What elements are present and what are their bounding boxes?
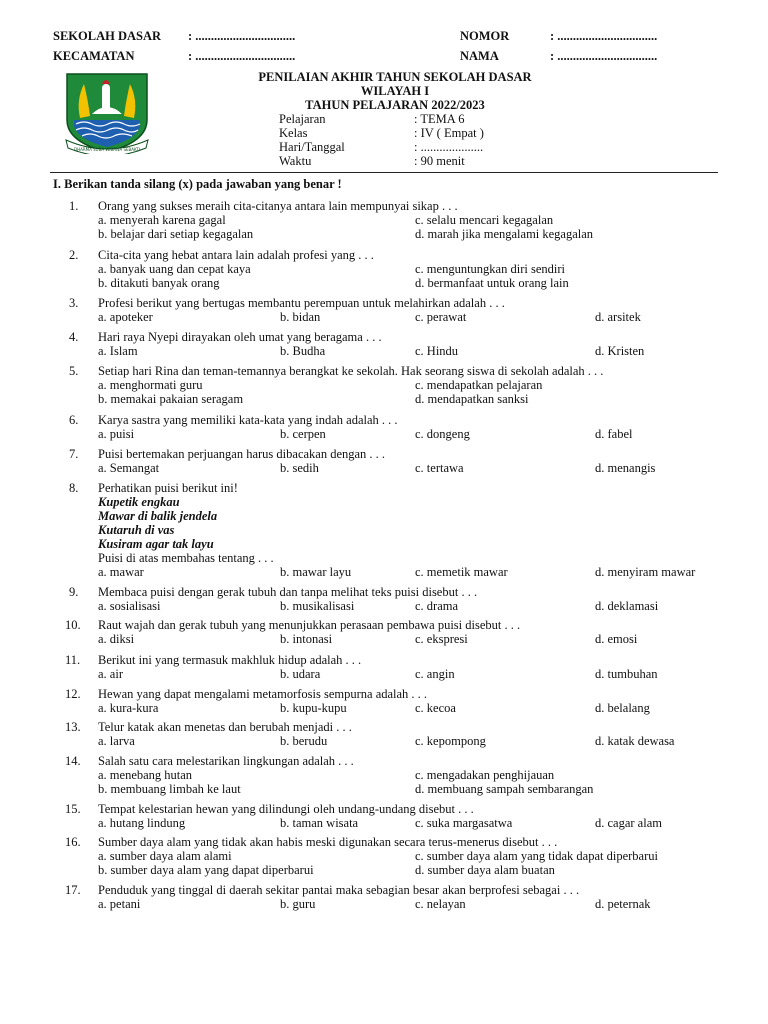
kecamatan-field[interactable]: : ................................	[188, 49, 296, 63]
option-d[interactable]: d. emosi	[595, 632, 638, 646]
question-text: Hari raya Nyepi dirayakan oleh umat yang beragama . . .	[98, 330, 382, 344]
question-text: Hewan yang dapat mengalami metamorfosis sempurna adalah . . .	[98, 687, 428, 701]
option-b[interactable]: b. Budha	[280, 344, 326, 358]
option-c[interactable]: c. Hindu	[415, 344, 459, 358]
kecamatan-label: KECAMATAN	[53, 49, 135, 63]
question-number: 14.	[65, 754, 81, 768]
question-number: 13.	[65, 720, 81, 734]
option-b[interactable]: b. ditakuti banyak orang	[98, 276, 220, 290]
info-value-pelajaran: : TEMA 6	[414, 112, 465, 126]
option-a[interactable]: a. apoteker	[98, 310, 153, 324]
option-d[interactable]: d. membuang sampah sembarangan	[415, 782, 594, 796]
question-number: 17.	[65, 883, 81, 897]
nomor-field[interactable]: : ................................	[550, 29, 658, 43]
option-b[interactable]: b. guru	[280, 897, 316, 911]
question-text: Sumber daya alam yang tidak akan habis meski digunakan secara terus-menerus disebut . . .	[98, 835, 558, 849]
question-number: 1.	[69, 199, 79, 213]
question-number: 4.	[69, 330, 79, 344]
question-number: 8.	[69, 481, 79, 495]
question-number: 10.	[65, 618, 81, 632]
option-a[interactable]: a. menebang hutan	[98, 768, 193, 782]
option-d[interactable]: d. sumber daya alam buatan	[415, 863, 555, 877]
question-text: Salah satu cara melestarikan lingkungan adalah . . .	[98, 754, 354, 768]
option-a[interactable]: a. puisi	[98, 427, 135, 441]
option-d[interactable]: d. fabel	[595, 427, 633, 441]
question-text: Membaca puisi dengan gerak tubuh dan tanpa melihat teks puisi disebut . . .	[98, 585, 478, 599]
option-a[interactable]: a. air	[98, 667, 123, 681]
option-d[interactable]: d. bermanfaat untuk orang lain	[415, 276, 569, 290]
option-a[interactable]: a. sosialisasi	[98, 599, 161, 613]
info-label-tanggal: Hari/Tanggal	[279, 140, 345, 154]
option-b[interactable]: b. sedih	[280, 461, 319, 475]
sekolah-field[interactable]: : ................................	[188, 29, 296, 43]
option-d[interactable]: d. arsitek	[595, 310, 641, 324]
option-d[interactable]: d. katak dewasa	[595, 734, 675, 748]
option-d[interactable]: d. cagar alam	[595, 816, 662, 830]
exam-year: TAHUN PELAJARAN 2022/2023	[305, 98, 485, 112]
question-number: 9.	[69, 585, 79, 599]
question-text: Profesi berikut yang bertugas membantu perempuan untuk melahirkan adalah . . .	[98, 296, 505, 310]
option-b[interactable]: b. mawar layu	[280, 565, 352, 579]
question-text: Karya sastra yang memiliki kata-kata yang indah adalah . . .	[98, 413, 398, 427]
question-text: Puisi bertemakan perjuangan harus dibacakan dengan . . .	[98, 447, 386, 461]
option-b[interactable]: b. taman wisata	[280, 816, 359, 830]
option-a[interactable]: a. banyak uang dan cepat kaya	[98, 262, 251, 276]
option-a[interactable]: a. petani	[98, 897, 141, 911]
option-c[interactable]: c. nelayan	[415, 897, 466, 911]
option-c[interactable]: c. kecoa	[415, 701, 456, 715]
question-number: 15.	[65, 802, 81, 816]
nama-field[interactable]: : ................................	[550, 49, 658, 63]
question-number: 2.	[69, 248, 79, 262]
question-text: Tempat kelestarian hewan yang dilindungi oleh undang-undang disebut . . .	[98, 802, 474, 816]
option-b[interactable]: b. membuang limbah ke laut	[98, 782, 241, 796]
option-b[interactable]: b. cerpen	[280, 427, 326, 441]
question-text: Setiap hari Rina dan teman-temannya berangkat ke sekolah. Hak seorang siswa di sekolah adalah . . .	[98, 364, 604, 378]
question-text: Raut wajah dan gerak tubuh yang menunjukkan perasaan pembawa puisi disebut . . .	[98, 618, 521, 632]
option-a[interactable]: a. mawar	[98, 565, 144, 579]
option-a[interactable]: a. kura-kura	[98, 701, 159, 715]
option-c[interactable]: c. angin	[415, 667, 455, 681]
exam-title: PENILAIAN AKHIR TAHUN SEKOLAH DASAR	[258, 70, 532, 84]
option-d[interactable]: d. peternak	[595, 897, 651, 911]
option-d[interactable]: d. deklamasi	[595, 599, 659, 613]
question-text: Perhatikan puisi berikut ini!	[98, 481, 238, 495]
info-label-waktu: Waktu	[279, 154, 312, 168]
option-d[interactable]: d. belalang	[595, 701, 650, 715]
option-c[interactable]: c. kepompong	[415, 734, 486, 748]
section-instruction: I. Berikan tanda silang (x) pada jawaban yang benar !	[53, 177, 342, 191]
option-b[interactable]: b. udara	[280, 667, 321, 681]
option-b[interactable]: b. intonasi	[280, 632, 333, 646]
nama-label: NAMA	[460, 49, 499, 63]
info-value-kelas: : IV ( Empat )	[414, 126, 484, 140]
nomor-label: NOMOR	[460, 29, 510, 43]
question-text: Orang yang sukses meraih cita-citanya antara lain mempunyai sikap . . .	[98, 199, 458, 213]
option-a[interactable]: a. diksi	[98, 632, 135, 646]
info-value-waktu: : 90 menit	[414, 154, 465, 168]
question-text: Telur katak akan menetas dan berubah menjadi . . .	[98, 720, 352, 734]
question-number: 6.	[69, 413, 79, 427]
option-a[interactable]: a. menyerah karena gagal	[98, 213, 226, 227]
option-d[interactable]: d. menangis	[595, 461, 656, 475]
option-b[interactable]: b. berudu	[280, 734, 328, 748]
option-c[interactable]: c. perawat	[415, 310, 467, 324]
question-number: 16.	[65, 835, 81, 849]
option-d[interactable]: d. mendapatkan sanksi	[415, 392, 529, 406]
question-number: 12.	[65, 687, 81, 701]
question-text: Cita-cita yang hebat antara lain adalah profesi yang . . .	[98, 248, 374, 262]
option-b[interactable]: b. bidan	[280, 310, 321, 324]
poem-line: Kupetik engkau	[98, 495, 180, 509]
info-value-tanggal[interactable]: : ....................	[414, 140, 484, 154]
option-b[interactable]: b. sumber daya alam yang dapat diperbarui	[98, 863, 314, 877]
sekolah-label: SEKOLAH DASAR	[53, 29, 162, 43]
regional-emblem-logo	[62, 70, 152, 154]
option-a[interactable]: a. hutang lindung	[98, 816, 186, 830]
question-number: 7.	[69, 447, 79, 461]
option-c[interactable]: c. dongeng	[415, 427, 470, 441]
option-c[interactable]: c. memetik mawar	[415, 565, 508, 579]
option-d[interactable]: d. tumbuhan	[595, 667, 658, 681]
poem-line: Mawar di balik jendela	[98, 509, 218, 523]
option-c[interactable]: c. suka margasatwa	[415, 816, 513, 830]
question-number: 5.	[69, 364, 79, 378]
poem-line: Kutaruh di vas	[98, 523, 175, 537]
option-a[interactable]: a. Semangat	[98, 461, 160, 475]
header-divider	[50, 172, 718, 173]
option-c[interactable]: c. menguntungkan diri sendiri	[415, 262, 565, 276]
option-a[interactable]: a. menghormati guru	[98, 378, 203, 392]
option-d[interactable]: d. marah jika mengalami kegagalan	[415, 227, 594, 241]
option-b[interactable]: b. musikalisasi	[280, 599, 355, 613]
option-c[interactable]: c. drama	[415, 599, 459, 613]
option-b[interactable]: b. belajar dari setiap kegagalan	[98, 227, 254, 241]
option-c[interactable]: c. ekspresi	[415, 632, 468, 646]
question-number: 3.	[69, 296, 79, 310]
option-c[interactable]: c. mendapatkan pelajaran	[415, 378, 543, 392]
option-c[interactable]: c. mengadakan penghijauan	[415, 768, 555, 782]
info-label-kelas: Kelas	[279, 126, 308, 140]
option-c[interactable]: c. sumber daya alam yang tidak dapat diperbarui	[415, 849, 658, 863]
question-number: 11.	[65, 653, 81, 667]
question-text: Penduduk yang tinggal di daerah sekitar pantai maka sebagian besar akan berprofesi sebagai . . .	[98, 883, 580, 897]
option-d[interactable]: d. menyiram mawar	[595, 565, 696, 579]
option-a[interactable]: a. Islam	[98, 344, 138, 358]
question-text: Berikut ini yang termasuk makhluk hidup adalah . . .	[98, 653, 362, 667]
question-subtext: Puisi di atas membahas tentang . . .	[98, 551, 274, 565]
emblem-banner-text: DHARMA SUBA WIBAWA SEBAKTI	[74, 147, 140, 152]
info-label-pelajaran: Pelajaran	[279, 112, 326, 126]
option-a[interactable]: a. sumber daya alam alami	[98, 849, 232, 863]
poem-line: Kusiram agar tak layu	[98, 537, 214, 551]
option-c[interactable]: c. tertawa	[415, 461, 464, 475]
option-b[interactable]: b. kupu-kupu	[280, 701, 347, 715]
option-a[interactable]: a. larva	[98, 734, 135, 748]
option-c[interactable]: c. selalu mencari kegagalan	[415, 213, 554, 227]
option-d[interactable]: d. Kristen	[595, 344, 645, 358]
exam-region: WILAYAH I	[360, 84, 430, 98]
option-b[interactable]: b. memakai pakaian seragam	[98, 392, 244, 406]
